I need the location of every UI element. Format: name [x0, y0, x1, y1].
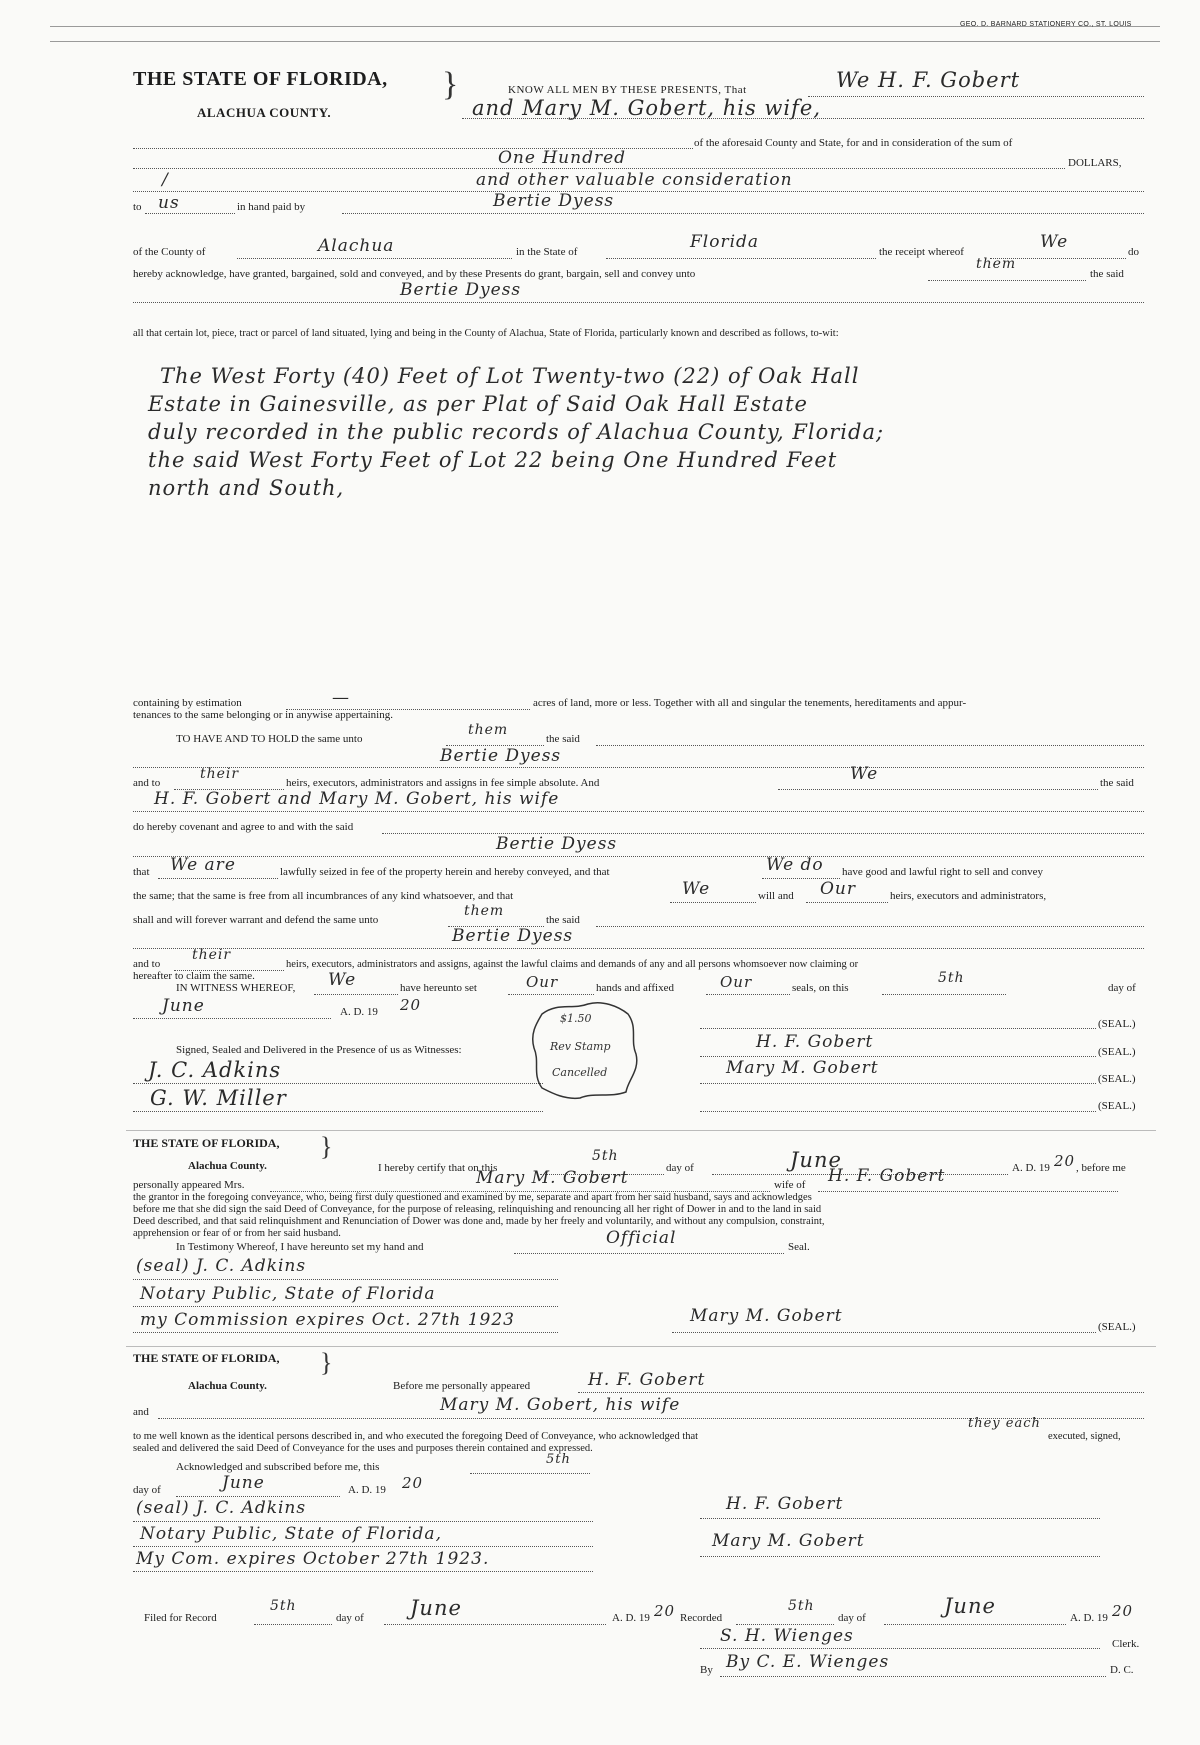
rule	[133, 767, 1144, 768]
rule	[254, 1624, 332, 1625]
and-to-2-label: and to	[133, 958, 161, 970]
ack1-text-2: before me that she did sign the said Deed of Conveyance, for the purpose of releasing, relinquishing and renouncing all her right of Dower in and to the land in said	[133, 1204, 822, 1215]
witness-1-name: J. C. Adkins	[148, 1058, 282, 1082]
day-of-label: day of	[1108, 982, 1136, 994]
hereafter-text: hereafter to claim the same.	[133, 970, 255, 982]
rule	[133, 948, 1144, 949]
filed-month: June	[410, 1596, 462, 1620]
acknowledged-label: Acknowledged and subscribed before me, this	[176, 1461, 380, 1473]
ack1-text-3: Deed described, and that said relinquishment and Renunciation of Dower was done and, made by her freely and voluntarily, and without any compulsion, constraint,	[133, 1216, 825, 1227]
rule	[133, 1546, 593, 1547]
grantee-name: Bertie Dyess	[493, 191, 615, 211]
do-label: do	[1128, 246, 1139, 258]
rule	[884, 1624, 1066, 1625]
rule	[133, 1306, 558, 1307]
county-heading: ALACHUA COUNTY.	[197, 105, 332, 120]
heirs-text: heirs, executors, administrators and assigns in fee simple absolute. And	[286, 777, 600, 789]
rule	[158, 878, 278, 879]
recorded-year: 20	[1112, 1602, 1134, 1620]
state-value: Florida	[690, 232, 760, 252]
the-said-label: the said	[1090, 268, 1124, 280]
free-value: We	[682, 879, 711, 899]
personally-label: personally appeared Mrs.	[133, 1179, 245, 1191]
rule	[818, 1191, 1118, 1192]
in-state-label: in the State of	[516, 246, 578, 258]
to-label: to	[133, 201, 142, 213]
receipt-label: the receipt whereof	[879, 246, 964, 258]
section-rule	[126, 1346, 1156, 1347]
rule	[806, 902, 888, 903]
ack2-and: and	[133, 1406, 149, 1418]
seal-4: (SEAL.)	[1098, 1100, 1136, 1112]
witness-year: 20	[400, 996, 422, 1014]
dollars-label: DOLLARS,	[1068, 157, 1122, 169]
our-2-value: Our	[720, 973, 753, 991]
ack1-text-1: the grantor in the foregoing conveyance, who, being first duly questioned and examined by me, separate and apart from her said husband, says and acknowledges	[133, 1192, 812, 1203]
executed-label: executed, signed,	[1048, 1431, 1121, 1442]
rule	[133, 191, 1144, 192]
seized-value: We do	[766, 855, 824, 875]
grantee-name-5: Bertie Dyess	[452, 926, 574, 946]
ack1-year: 20	[1054, 1152, 1076, 1170]
rule	[342, 213, 1144, 214]
ack1-signature: Mary M. Gobert	[690, 1306, 843, 1326]
ad-label: A. D. 19	[340, 1006, 378, 1018]
rule	[237, 258, 512, 259]
before-me-label: , before me	[1076, 1162, 1126, 1174]
our-1-value: Our	[526, 973, 559, 991]
legal-line-2: Estate in Gainesville, as per Plat of Said Oak Hall Estate	[148, 392, 808, 416]
signature-1: H. F. Gobert	[756, 1032, 874, 1052]
witness-month: June	[162, 996, 205, 1016]
revenue-stamp	[530, 1000, 640, 1100]
ack1-notary-3: my Commission expires Oct. 27th 1923	[140, 1310, 515, 1330]
recorded-ad: A. D. 19	[1070, 1612, 1108, 1624]
signature-2: Mary M. Gobert	[726, 1058, 879, 1078]
amount-value: One Hundred	[498, 148, 627, 168]
recorded-day-of: day of	[838, 1612, 866, 1624]
receipt-value: We	[1040, 232, 1069, 252]
legal-line-3: duly recorded in the public records of Alachua County, Florida;	[148, 420, 885, 444]
ack2-month: June	[222, 1473, 265, 1493]
rule	[133, 1332, 558, 1333]
acres-value: —	[332, 688, 350, 708]
recorded-label: Recorded	[680, 1612, 723, 1624]
free-text: the same; that the same is free from all incumbrances of any kind whatsoever, and that	[133, 890, 514, 902]
clerk-label: Clerk.	[1112, 1638, 1140, 1650]
the-said-3-label: the said	[546, 914, 580, 926]
ack2-text-2: sealed and delivered the said Deed of Conveyance for the uses and purposes therein contained and expressed.	[133, 1443, 593, 1454]
ack1-day: 5th	[592, 1148, 619, 1164]
grantee-name-3: Bertie Dyess	[440, 746, 562, 766]
forever-value: them	[464, 903, 505, 919]
rule	[700, 1056, 1096, 1057]
rule	[133, 1571, 593, 1572]
know-all-label: KNOW ALL MEN BY THESE PRESENTS, That	[508, 84, 747, 96]
before-label: Before me personally appeared	[393, 1380, 531, 1392]
ack1-seal: (SEAL.)	[1098, 1321, 1136, 1333]
rule	[596, 745, 1144, 746]
to-have-label: TO HAVE AND TO HOLD the same unto	[176, 733, 363, 745]
and-to-value: their	[200, 766, 240, 782]
ack2-notary-1: (seal) J. C. Adkins	[136, 1498, 307, 1518]
brace: }	[320, 1348, 333, 1377]
ack2-county: Alachua County.	[188, 1380, 267, 1392]
section-rule	[126, 1130, 1156, 1131]
grantee-name-2: Bertie Dyess	[400, 280, 522, 300]
they-value: they each	[968, 1416, 1041, 1431]
rule	[133, 1083, 543, 1084]
of-county-label: of the County of	[133, 246, 206, 258]
rule	[700, 1518, 1100, 1519]
in-witness-label: IN WITNESS WHEREOF,	[176, 982, 296, 994]
acres-text: acres of land, more or less. Together with all and singular the tenements, hereditaments and appur-	[533, 697, 967, 709]
and-to-label: and to	[133, 777, 161, 789]
the-said-label: the said	[546, 733, 580, 745]
state-heading: THE STATE OF FLORIDA,	[133, 68, 388, 90]
rule	[508, 994, 594, 995]
ack2-name-2: Mary M. Gobert, his wife	[440, 1395, 681, 1415]
witness-2-name: G. W. Miller	[150, 1086, 287, 1110]
rule	[700, 1556, 1100, 1557]
ack1-state: THE STATE OF FLORIDA,	[133, 1136, 280, 1150]
other-consideration: and other valuable consideration	[476, 170, 793, 190]
heirs-2-text: heirs, executors and administrators,	[890, 890, 1047, 902]
legal-line-1: The West Forty (40) Feet of Lot Twenty-two (22) of Oak Hall	[160, 364, 860, 388]
top-rule-2	[50, 41, 1160, 42]
ack2-text-1: to me well known as the identical persons described in, and who executed the foregoing Deed of Conveyance, who acknowledged that	[133, 1431, 699, 1442]
grantors-line-1: We H. F. Gobert	[836, 68, 1021, 92]
witness-value: We	[328, 970, 357, 990]
testimony-value: Official	[606, 1228, 677, 1248]
rule	[928, 280, 1086, 281]
rule	[670, 902, 756, 903]
ack2-day-of: day of	[133, 1484, 161, 1496]
covenant-text: do hereby covenant and agree to and with the said	[133, 821, 354, 833]
seals-label: seals, on this	[792, 982, 849, 994]
have-set-label: have hereunto set	[400, 982, 477, 994]
ack2-notary-2: Notary Public, State of Florida,	[140, 1524, 442, 1544]
county-value: Alachua	[318, 236, 395, 256]
rule	[133, 811, 1144, 812]
rule	[578, 1392, 1144, 1393]
mrs-value: Mary M. Gobert	[476, 1168, 629, 1188]
rule	[720, 1676, 1106, 1677]
certify-label: I hereby certify that on this	[378, 1162, 498, 1174]
rule	[736, 1624, 834, 1625]
stationer-imprint: GEO. D. BARNARD STATIONERY CO., ST. LOUIS	[960, 21, 1132, 28]
rule	[882, 994, 1006, 995]
ack2-ad: A. D. 19	[348, 1484, 386, 1496]
filed-day-of: day of	[336, 1612, 364, 1624]
ack1-month: June	[790, 1148, 842, 1172]
rule	[133, 1279, 558, 1280]
legal-line-5: north and South,	[148, 476, 345, 500]
unto-value: them	[976, 256, 1017, 272]
good-text: have good and lawful right to sell and convey	[842, 866, 1044, 878]
rule	[145, 213, 235, 214]
ack1-ad: A. D. 19	[1012, 1162, 1050, 1174]
will-and-label: will and	[758, 890, 794, 902]
rule	[133, 302, 1144, 303]
fraction-mark: /	[162, 170, 169, 190]
rule	[314, 994, 398, 995]
deputy-name: By C. E. Wienges	[726, 1652, 890, 1672]
rule	[606, 258, 876, 259]
ack1-text-4: apprehension or fear of or from her said husband.	[133, 1228, 341, 1239]
ack1-notary-1: (seal) J. C. Adkins	[136, 1256, 307, 1276]
brace: }	[320, 1132, 333, 1161]
ack2-day: 5th	[546, 1452, 571, 1467]
rule	[672, 1332, 1096, 1333]
seal-1: (SEAL.)	[1098, 1018, 1136, 1030]
rule	[133, 1018, 331, 1019]
tenances-text: tenances to the same belonging or in anywise appertaining.	[133, 709, 393, 721]
seal-2: (SEAL.)	[1098, 1046, 1136, 1058]
hands-label: hands and affixed	[596, 982, 674, 994]
seal-word: Seal.	[788, 1241, 810, 1253]
ack2-signature-1: H. F. Gobert	[726, 1494, 844, 1514]
filed-ad: A. D. 19	[612, 1612, 650, 1624]
rule	[700, 1111, 1096, 1112]
stamp-amount: $1.50	[560, 1012, 592, 1025]
grantors-names: H. F. Gobert and Mary M. Gobert, his wife	[154, 789, 560, 809]
rule	[470, 1473, 590, 1474]
forever-text: shall and will forever warrant and defend the same unto	[133, 914, 379, 926]
rule	[133, 168, 1065, 169]
witness-day: 5th	[938, 970, 965, 986]
recorded-month: June	[944, 1594, 996, 1618]
will-value: Our	[820, 879, 857, 899]
and-value: We	[850, 764, 879, 784]
rule	[700, 1083, 1096, 1084]
grantors-line-2: and Mary M. Gobert, his wife,	[472, 96, 821, 120]
rule	[808, 96, 1144, 97]
wife-of-label: wife of	[774, 1179, 806, 1191]
ack2-signature-2: Mary M. Gobert	[712, 1531, 865, 1551]
rule	[514, 1253, 784, 1254]
rule	[133, 1521, 593, 1522]
rule	[596, 926, 1144, 927]
stamp-status: Cancelled	[552, 1066, 608, 1079]
against-text: heirs, executors, administrators and assigns, against the lawful claims and demands of any and all persons whomsoever now claiming or	[286, 959, 859, 970]
that-value: We are	[170, 855, 236, 875]
containing-label: containing by estimation	[133, 697, 242, 709]
rule	[384, 1624, 606, 1625]
seized-text: lawfully seized in fee of the property herein and hereby conveyed, and that	[280, 866, 610, 878]
ack1-day-of: day of	[666, 1162, 694, 1174]
grantee-name-4: Bertie Dyess	[496, 834, 618, 854]
rule	[706, 994, 790, 995]
to-have-value: them	[468, 722, 509, 738]
signed-label: Signed, Sealed and Delivered in the Presence of us as Witnesses:	[176, 1044, 462, 1056]
recorded-day: 5th	[788, 1598, 815, 1614]
rule	[176, 1496, 340, 1497]
to-value: us	[158, 193, 180, 213]
ack2-name-1: H. F. Gobert	[588, 1370, 706, 1390]
stamp-label: Rev Stamp	[550, 1040, 611, 1053]
legal-line-4: the said West Forty Feet of Lot 22 being One Hundred Feet	[148, 448, 838, 472]
rule	[700, 1648, 1100, 1649]
ack1-notary-2: Notary Public, State of Florida	[140, 1284, 436, 1304]
testimony-label: In Testimony Whereof, I have hereunto set my hand and	[176, 1241, 424, 1253]
seal-3: (SEAL.)	[1098, 1073, 1136, 1085]
ack2-state: THE STATE OF FLORIDA,	[133, 1351, 280, 1365]
that-label: that	[133, 866, 150, 878]
filed-label: Filed for Record	[144, 1612, 217, 1624]
all-that-text: all that certain lot, piece, tract or parcel of land situated, lying and being in the County of Alachua, State of Florida, particularly known and described as follows, to-wit:	[133, 328, 839, 339]
brace: }	[442, 66, 459, 103]
clerk-name: S. H. Wienges	[720, 1626, 854, 1646]
rule	[778, 789, 1098, 790]
rule	[700, 1028, 1096, 1029]
the-said-2-label: the said	[1100, 777, 1134, 789]
rule	[133, 1111, 543, 1112]
rule	[133, 856, 1144, 857]
hand-paid-label: in hand paid by	[237, 201, 306, 213]
ack1-county: Alachua County.	[188, 1160, 267, 1172]
dc-label: D. C.	[1110, 1664, 1134, 1676]
ack2-notary-3: My Com. expires October 27th 1923.	[136, 1549, 490, 1569]
husband-value: H. F. Gobert	[828, 1166, 946, 1186]
hereby-text: hereby acknowledge, have granted, bargained, sold and conveyed, and by these Presents do grant, bargain, sell and convey unto	[133, 268, 696, 280]
filed-year: 20	[654, 1602, 676, 1620]
filed-day: 5th	[270, 1598, 297, 1614]
aforesaid-label: of the aforesaid County and State, for and in consideration of the sum of	[694, 137, 1013, 149]
and-to-2-value: their	[192, 947, 232, 963]
by-label: By	[700, 1664, 713, 1676]
ack2-year: 20	[402, 1474, 424, 1492]
